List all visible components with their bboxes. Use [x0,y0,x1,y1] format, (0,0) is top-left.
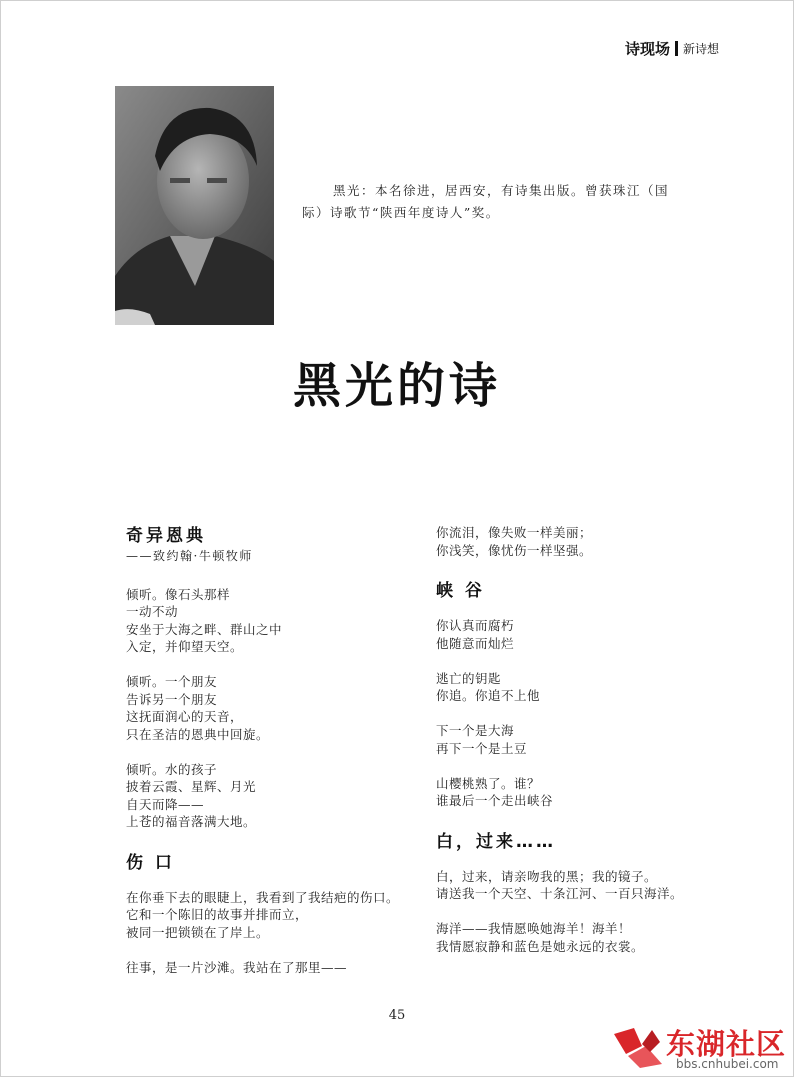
poem-line: 请送我一个天空、十条江河、一百只海洋。 [436,886,684,901]
page-title: 黑光的诗 [292,358,501,414]
page-number: 45 [388,1008,406,1023]
stanza [126,761,406,831]
poem-line: 我情愿寂静和蓝色是她永远的衣裳。 [436,938,645,954]
author-bio: 黑光：本名徐进，居西安，有诗集出版。曾获珠江（国际）诗歌节“陕西年度诗人”奖。 [302,183,670,220]
poem-line: 你流泪，像失败一样美丽； [436,525,593,540]
stanza [436,868,716,903]
poem-line: 你追。你追不上他 [436,688,541,703]
poem-title: 峡 谷 [436,581,485,601]
poem-line: 你认真而腐朽 [436,618,515,633]
poem-line: 海洋——我情愿唤她海羊！海羊！ [436,921,632,936]
poem-line: 他随意而灿烂 [436,635,515,651]
poem-line: 白，过来，请亲吻我的黑；我的镜子。 [436,868,658,884]
stanza [126,586,406,656]
poem-line: 被同一把锁锁在了岸上。 [126,924,270,940]
stanza [126,889,406,942]
poem-line: 倾听。一个朋友 [126,674,218,689]
author-portrait [115,86,274,325]
header-divider [675,41,678,56]
poem-line: 下一个是大海 [436,723,515,738]
portrait-image [115,86,274,325]
poem-line: 一动不动 [126,604,179,619]
stanza [436,670,716,705]
site-watermark [612,1020,792,1072]
poem-line: 逃亡的钥匙 [436,670,502,686]
poem-line: 上苍的福音落满大地。 [126,814,257,829]
stanza [436,617,716,652]
poem-dedication: ——致约翰·牛顿牧师 [126,549,253,563]
stanza [126,959,406,977]
section-name: 诗现场 [624,40,670,58]
poem-line: 这抚面润心的天音， [126,709,244,724]
poem-title: 伤 口 [126,852,175,873]
subsection-name: 新诗想 [682,42,719,56]
poem-line: 安坐于大海之畔、群山之中 [126,621,283,637]
watermark-text: 东湖社区 [666,1027,787,1061]
poem-line: 披着云霞、星辉、月光 [126,779,257,794]
poem-title: 奇异恩典 [126,526,206,546]
poem-line: 在你垂下去的眼睫上，我看到了我结疤的伤口。 [126,889,400,905]
stanza [436,722,716,757]
poem-line: 往事，是一片沙滩。我站在了那里—— [126,959,348,975]
poem-line: 倾听。像石头那样 [126,586,231,602]
poem-line: 谁最后一个走出峡谷 [436,793,554,808]
poem-line: 山樱桃熟了。谁？ [436,775,541,791]
poem-line: 它和一个陈旧的故事并排而立， [126,907,309,922]
stanza [126,673,406,743]
stanza [436,920,716,955]
stanza [436,775,716,810]
right-column [436,524,716,973]
poem-title: 白，过来…… [436,831,556,852]
poem-line: 再下一个是土豆 [436,740,528,756]
stanza [436,524,716,559]
poem-line: 只在圣洁的恩典中回旋。 [126,726,270,742]
poem-line: 你浅笑，像忧伤一样坚强。 [436,542,593,558]
poem-line: 倾听。水的孩子 [126,761,218,777]
poem-line: 入定，并仰望天空。 [126,639,244,654]
poem-line: 自天而降—— [126,796,205,812]
left-column [126,524,406,994]
watermark-url: bbs.cnhubei.com [676,1057,779,1071]
poem-line: 告诉另一个朋友 [126,691,218,707]
watermark-logo-icon [612,1024,664,1070]
running-header [625,38,719,59]
